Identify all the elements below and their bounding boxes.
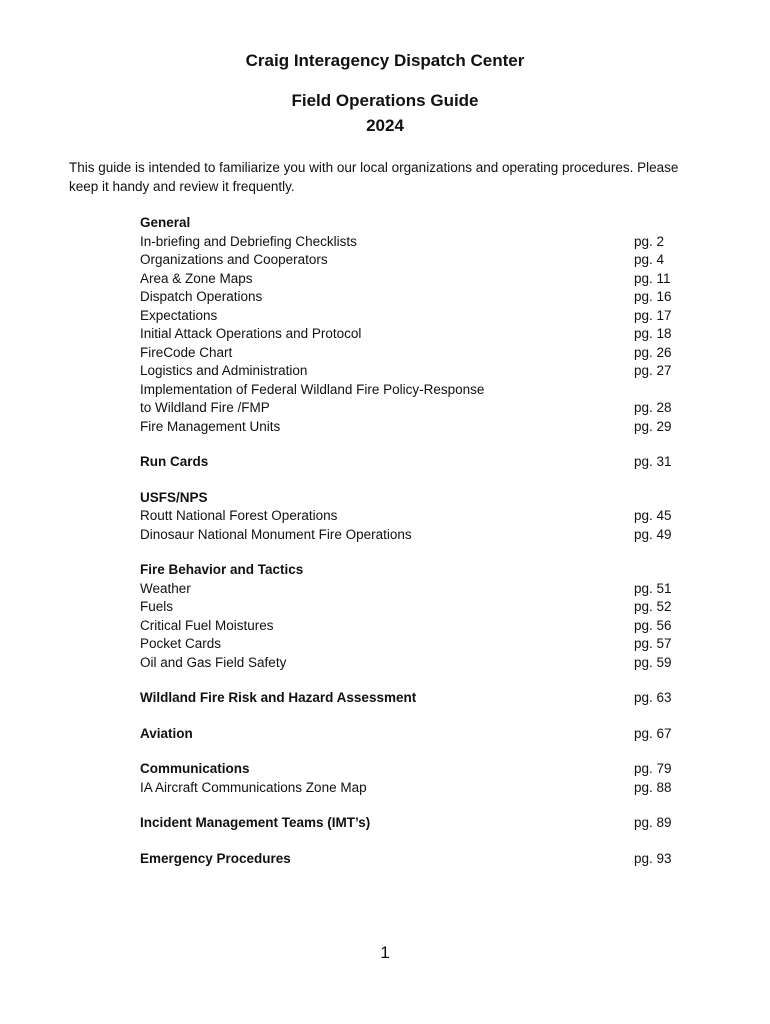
toc-section-aviation: [140, 725, 680, 744]
toc-entry: [140, 507, 680, 526]
toc-entry-label: Logistics and Administration: [140, 363, 308, 378]
toc-entry-label: Organizations and Cooperators: [140, 252, 328, 267]
toc-entry: [140, 617, 680, 636]
toc-entry-label: Weather: [140, 580, 191, 596]
toc-heading: [140, 489, 680, 508]
toc-entry-page: pg. 93: [634, 850, 672, 866]
intro-paragraph: This guide is intended to familiarize you with our local organizations and operating procedures. Please keep it handy and review it frequently.: [69, 160, 679, 194]
toc-entry-page: pg. 17: [634, 307, 672, 323]
toc-entry: [140, 598, 680, 617]
toc-entry-label: FireCode Chart: [140, 344, 233, 360]
toc-entry-page: pg. 28: [634, 400, 672, 415]
toc-entry-page: pg. 51: [634, 580, 672, 596]
toc-heading-label: Wildland Fire Risk and Hazard Assessment: [140, 690, 417, 705]
toc-entry-page: pg. 56: [634, 617, 672, 633]
toc-entry-label: Oil and Gas Field Safety: [140, 654, 287, 670]
toc-entry-page: pg. 79: [634, 761, 672, 776]
toc-heading-label: Fire Behavior and Tactics: [140, 562, 304, 577]
toc-section-communications: [140, 760, 680, 797]
toc-entry: [140, 325, 680, 344]
toc-heading-label: Aviation: [140, 725, 193, 741]
toc-entry-page: pg. 57: [634, 636, 672, 651]
toc-entry: [140, 288, 680, 307]
toc-heading: [140, 689, 680, 708]
toc-entry-page: pg. 2: [634, 233, 665, 249]
toc-entry-label-line2: to Wildland Fire /FMP: [140, 400, 270, 415]
toc-entry-page: pg. 4: [634, 252, 665, 267]
toc-entry-label: Expectations: [140, 307, 218, 323]
toc-entry-page: pg. 67: [634, 725, 672, 741]
toc-entry-page: pg. 63: [634, 690, 672, 705]
toc-entry-label: In-briefing and Debriefing Checklists: [140, 233, 357, 249]
toc-entry: [140, 399, 680, 418]
toc-section-run-cards: [140, 453, 680, 472]
page-number: 1: [380, 943, 390, 962]
toc-entry-label: Critical Fuel Moistures: [140, 617, 274, 633]
toc-entry-label: Initial Attack Operations and Protocol: [140, 326, 362, 341]
toc-entry-label: Area & Zone Maps: [140, 270, 253, 286]
toc-entry: [140, 635, 680, 654]
toc-entry-page: pg. 18: [634, 326, 672, 341]
toc-entry-page: pg. 29: [634, 418, 672, 434]
toc-heading: [140, 760, 680, 779]
toc-entry-label: IA Aircraft Communications Zone Map: [140, 779, 367, 795]
toc-heading: [140, 561, 680, 580]
toc-section-usfs-nps: [140, 489, 680, 545]
toc-entry: [140, 526, 680, 545]
toc-entry-page: pg. 26: [634, 344, 672, 360]
toc-heading: [140, 725, 680, 744]
toc-entry: [140, 362, 680, 381]
guide-title: Field Operations Guide: [291, 91, 479, 110]
toc-entry: [140, 418, 680, 437]
toc-heading: [140, 814, 680, 833]
toc-entry-page: pg. 31: [634, 454, 672, 469]
toc-entry-page: pg. 16: [634, 289, 672, 304]
toc-section-imt: [140, 814, 680, 833]
toc-entry: [140, 270, 680, 289]
table-of-contents: [140, 214, 680, 885]
toc-heading: [140, 850, 680, 869]
toc-entry: [140, 580, 680, 599]
organization-title: Craig Interagency Dispatch Center: [245, 51, 525, 70]
toc-entry-page: pg. 88: [634, 779, 672, 795]
toc-entry: [140, 251, 680, 270]
toc-entry-label: Dinosaur National Monument Fire Operations: [140, 526, 412, 542]
toc-section-risk-assessment: [140, 689, 680, 708]
toc-entry: [140, 233, 680, 252]
toc-entry-label-line1: Implementation of Federal Wildland Fire Policy-Response: [140, 381, 485, 397]
toc-heading: [140, 214, 680, 233]
toc-heading-label: Emergency Procedures: [140, 850, 291, 866]
toc-entry-page: pg. 49: [634, 526, 672, 542]
toc-entry-page: pg. 59: [634, 654, 672, 670]
toc-entry-label: Fuels: [140, 599, 174, 614]
toc-heading-label: USFS/NPS: [140, 489, 208, 505]
toc-heading-label: General: [140, 215, 191, 230]
toc-heading-label: Incident Management Teams (IMT’s): [140, 815, 371, 830]
toc-entry-label: Fire Management Units: [140, 418, 281, 434]
toc-heading-label: Run Cards: [140, 454, 209, 469]
guide-year: 2024: [366, 116, 404, 135]
toc-entry-page: pg. 52: [634, 599, 672, 614]
toc-entry-page: pg. 11: [634, 270, 671, 286]
toc-entry: [140, 307, 680, 326]
toc-section-general: [140, 214, 680, 436]
toc-section-fire-behavior: [140, 561, 680, 672]
toc-entry-label: Pocket Cards: [140, 636, 222, 651]
toc-section-emergency: [140, 850, 680, 869]
toc-entry-page: pg. 45: [634, 508, 672, 523]
toc-entry-page: pg. 89: [634, 815, 672, 830]
toc-heading-label: Communications: [140, 761, 250, 776]
toc-heading: [140, 453, 680, 472]
toc-entry-label: Dispatch Operations: [140, 289, 263, 304]
toc-entry-label: Routt National Forest Operations: [140, 508, 338, 523]
toc-entry: [140, 779, 680, 798]
toc-entry: [140, 344, 680, 363]
toc-entry: [140, 654, 680, 673]
toc-entry-page: pg. 27: [634, 363, 672, 378]
